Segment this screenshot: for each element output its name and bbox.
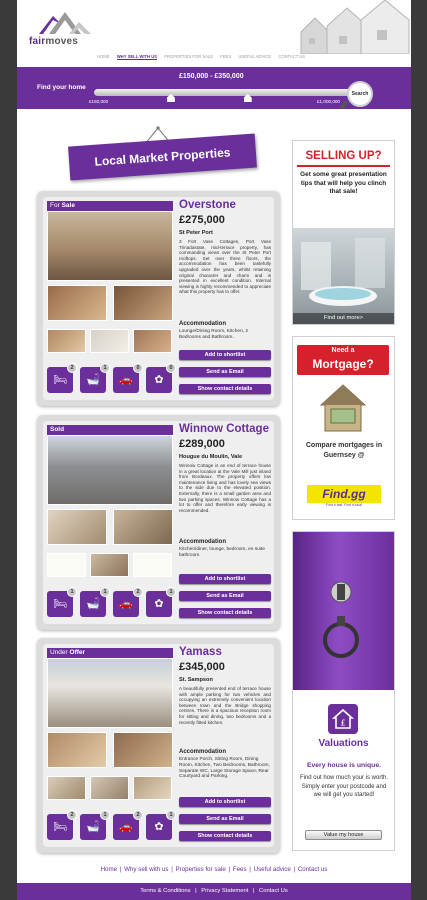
send-as-email-button[interactable]: Send as Email — [179, 367, 271, 377]
accommodation-text: Entrance Porch, Sitting Room, Dining Room, Kitchen, Two Bedrooms, Bathroom, Separate WC, Large Storage Space, Rear Courtyard and Parking. — [179, 757, 270, 780]
terms-link[interactable]: Terms & Conditions — [140, 888, 191, 894]
bedroom-count: 2 — [67, 363, 77, 373]
bathroom-count: 1 — [100, 363, 110, 373]
parking-count: 0 — [133, 363, 143, 373]
mortgage-text: Compare mortgages in Guernsey @ — [305, 442, 383, 459]
car-icon: 🚗 2 — [113, 814, 139, 840]
valuations-title: Valuations — [318, 738, 369, 749]
money-house-icon — [317, 381, 369, 435]
house-pound-icon — [328, 704, 358, 734]
property-thumb[interactable] — [90, 776, 129, 800]
add-to-shortlist-button[interactable]: Add to shortlist — [179, 350, 271, 360]
property-card — [37, 415, 280, 630]
floorplan-thumb[interactable] — [47, 553, 86, 577]
contact-us-link[interactable]: Contact Us — [259, 888, 288, 894]
svg-text:£: £ — [340, 718, 346, 728]
property-location: St Peter Port — [179, 230, 213, 236]
door-knocker-icon — [293, 532, 394, 690]
bath-icon: 🛁 1 — [80, 367, 106, 393]
bath-icon: 🛁 1 — [80, 814, 106, 840]
status-banner: For Sale — [47, 201, 173, 211]
nav-home[interactable]: HOME — [97, 54, 110, 59]
property-thumb[interactable] — [113, 285, 173, 321]
floorplan-thumb[interactable] — [133, 553, 172, 577]
footer-bar: Terms & Conditions | Privacy Statement | Contact Us — [17, 883, 411, 900]
property-thumb[interactable] — [47, 776, 86, 800]
bed-icon: 🛏 2 — [47, 367, 73, 393]
property-card — [37, 638, 280, 853]
garden-count: 0 — [166, 363, 176, 373]
search-button[interactable]: Search — [347, 81, 373, 107]
accommodation-heading: Accommodation — [179, 749, 227, 755]
property-location: Hougue du Moulin, Vale — [179, 454, 243, 460]
price-range-slider[interactable] — [94, 89, 359, 96]
footer-link-properties[interactable]: Properties for sale — [175, 866, 226, 873]
property-location: St. Sampson — [179, 677, 213, 683]
find-gg-tagline: Find it fast. Find it local — [326, 503, 362, 507]
property-thumb[interactable] — [133, 329, 172, 353]
find-gg-logo[interactable]: Find.gg — [307, 485, 381, 503]
property-thumb[interactable] — [113, 509, 173, 545]
show-contact-details-button[interactable]: Show contact details — [179, 384, 271, 394]
property-thumb[interactable] — [47, 285, 107, 321]
status-banner: Under Offer — [47, 648, 173, 658]
footer-link-contact[interactable]: Contact us — [297, 866, 328, 873]
header-houses-illustration — [291, 0, 411, 54]
value-my-house-button[interactable]: Value my house — [305, 830, 382, 840]
accommodation-heading: Accommodation — [179, 539, 227, 545]
property-name[interactable]: Yamass — [179, 646, 222, 658]
property-price: £289,000 — [179, 438, 225, 450]
main-nav — [97, 54, 397, 64]
bath-icon: 🛁 1 — [80, 591, 106, 617]
property-thumb[interactable] — [113, 732, 173, 768]
property-name[interactable]: Overstone — [179, 199, 236, 211]
garden-icon: ✿ 1 — [146, 814, 172, 840]
car-icon: 🚗 2 — [113, 591, 139, 617]
property-name[interactable]: Winnow Cottage — [179, 423, 269, 435]
property-thumb[interactable] — [90, 553, 129, 577]
slider-max-label: £1,000,000 — [317, 99, 340, 104]
valuations-subtitle: Every house is unique. — [306, 762, 382, 769]
accommodation-heading: Accommodation — [179, 321, 227, 327]
property-thumb[interactable] — [47, 509, 107, 545]
features-row — [47, 591, 173, 617]
bedroom-count: 1 — [67, 587, 77, 597]
bathroom-count: 1 — [100, 587, 110, 597]
purple-door-photo — [293, 532, 394, 690]
bed-icon: 🛏 2 — [47, 814, 73, 840]
nav-properties[interactable]: PROPERTIES FOR SALE — [164, 54, 214, 59]
footer-link-home[interactable]: Home — [100, 866, 118, 873]
footer-link-useful-advice[interactable]: Useful advice — [253, 866, 291, 873]
bathroom-count: 1 — [100, 810, 110, 820]
add-to-shortlist-button[interactable]: Add to shortlist — [179, 797, 271, 807]
property-main-photo[interactable] — [47, 435, 173, 505]
garden-icon: ✿ 1 — [146, 591, 172, 617]
property-thumb[interactable] — [90, 329, 129, 353]
send-as-email-button[interactable]: Send as Email — [179, 591, 271, 601]
footer-link-why-sell[interactable]: Why sell with us — [124, 866, 169, 873]
features-row — [47, 367, 173, 393]
garden-count: 1 — [166, 587, 176, 597]
property-main-photo[interactable] — [47, 211, 173, 281]
slider-min-label: £150,000 — [89, 99, 109, 104]
parking-count: 2 — [133, 587, 143, 597]
logo-text: fairmoves — [29, 36, 79, 47]
accommodation-text: Kitchen/diner, lounge, bedroom, en suite bathroom. — [179, 547, 265, 558]
property-price: £345,000 — [179, 661, 225, 673]
find-out-more-link[interactable]: Find out more> — [293, 313, 394, 324]
price-range-readout: £150,000 - £350,000 — [179, 73, 244, 80]
property-thumb[interactable] — [133, 776, 172, 800]
parking-count: 2 — [133, 810, 143, 820]
bed-icon: 🛏 1 — [47, 591, 73, 617]
selling-up-heading: SELLING UP? — [297, 145, 390, 167]
selling-up-text: Get some great presentation tips that will help you clinch that sale! — [300, 171, 387, 195]
property-thumb[interactable] — [47, 732, 107, 768]
show-contact-details-button[interactable]: Show contact details — [179, 608, 271, 618]
bathroom-photo — [293, 228, 394, 324]
footer-link-fees[interactable]: Fees — [232, 866, 247, 873]
status-banner: Sold — [47, 425, 173, 435]
send-as-email-button[interactable]: Send as Email — [179, 814, 271, 824]
price-search-bar — [17, 67, 411, 109]
section-title: Local Market Properties — [68, 134, 257, 181]
property-card — [37, 191, 280, 406]
show-contact-details-button[interactable]: Show contact details — [179, 831, 271, 841]
property-main-photo[interactable] — [47, 658, 173, 728]
selling-up-ad[interactable] — [292, 140, 395, 325]
property-price: £275,000 — [179, 214, 225, 226]
property-thumb[interactable] — [47, 329, 86, 353]
page — [17, 0, 411, 900]
valuations-ad[interactable] — [292, 531, 395, 851]
fairmoves-logo[interactable] — [29, 10, 99, 50]
valuations-text: Find out how much your is worth. Simply enter your postcode and we will get you started! — [299, 775, 389, 798]
nav-useful-advice[interactable]: USEFUL ADVICE — [238, 54, 272, 59]
bedroom-count: 2 — [67, 810, 77, 820]
property-description: A beautifully presented end of terrace house with ample parking for two vehicles and occupying an extremely convenient location between town and the Bridge shopping centres. There is a spacious reception room for sitting and dining, two bedrooms and a recently fitted kitchen. — [179, 686, 271, 725]
magnifier-handle-icon — [339, 100, 349, 110]
nav-fees[interactable]: FEES — [220, 54, 232, 59]
mortgage-heading: Need a Mortgage? — [297, 345, 389, 375]
mortgage-ad[interactable] — [292, 336, 395, 520]
accommodation-text: Lounge/Dining Room, Kitchen, 2 Bedrooms and Bathroom. — [179, 329, 249, 340]
garden-icon: ✿ 0 — [146, 367, 172, 393]
add-to-shortlist-button[interactable]: Add to shortlist — [179, 574, 271, 584]
footer-links: Home | Why sell with us | Properties for sale | Fees | Useful advice | Contact us — [100, 866, 328, 873]
bathtub-illustration — [293, 228, 394, 324]
features-row — [47, 814, 173, 840]
property-description: Winnow Cottage is an end of terrace house in a great location at the Vale Mill just inland from Bordeaux. The property offers low maintenance living and has lovely sea views to the side due to the elevated position. Externally, there is a small garden area and two parking spaces. Winnow Cottage has a lot to offer and therefore early viewing is recommended. — [179, 463, 271, 513]
find-your-home-label: Find your home — [37, 84, 86, 91]
car-icon: 🚗 0 — [113, 367, 139, 393]
nav-why-sell[interactable]: WHY SELL WITH US — [116, 54, 158, 59]
property-description: 3 Fort Vase Cottages, Port Vase Trinadastate, mid-terrace property, has commanding views over the St Peter Port rooftops. Set over three floors, the accommodation has been tastefully upgraded over the years, whilst retaining original character and charm and is presented in excellent condition. Internal viewing is highly recommended to appreciate what this property has to offer. — [179, 239, 271, 295]
nav-contact[interactable]: CONTACT US — [278, 54, 306, 59]
garden-count: 1 — [166, 810, 176, 820]
privacy-link[interactable]: Privacy Statement — [201, 888, 249, 894]
logo-roofs-icon — [39, 10, 91, 34]
